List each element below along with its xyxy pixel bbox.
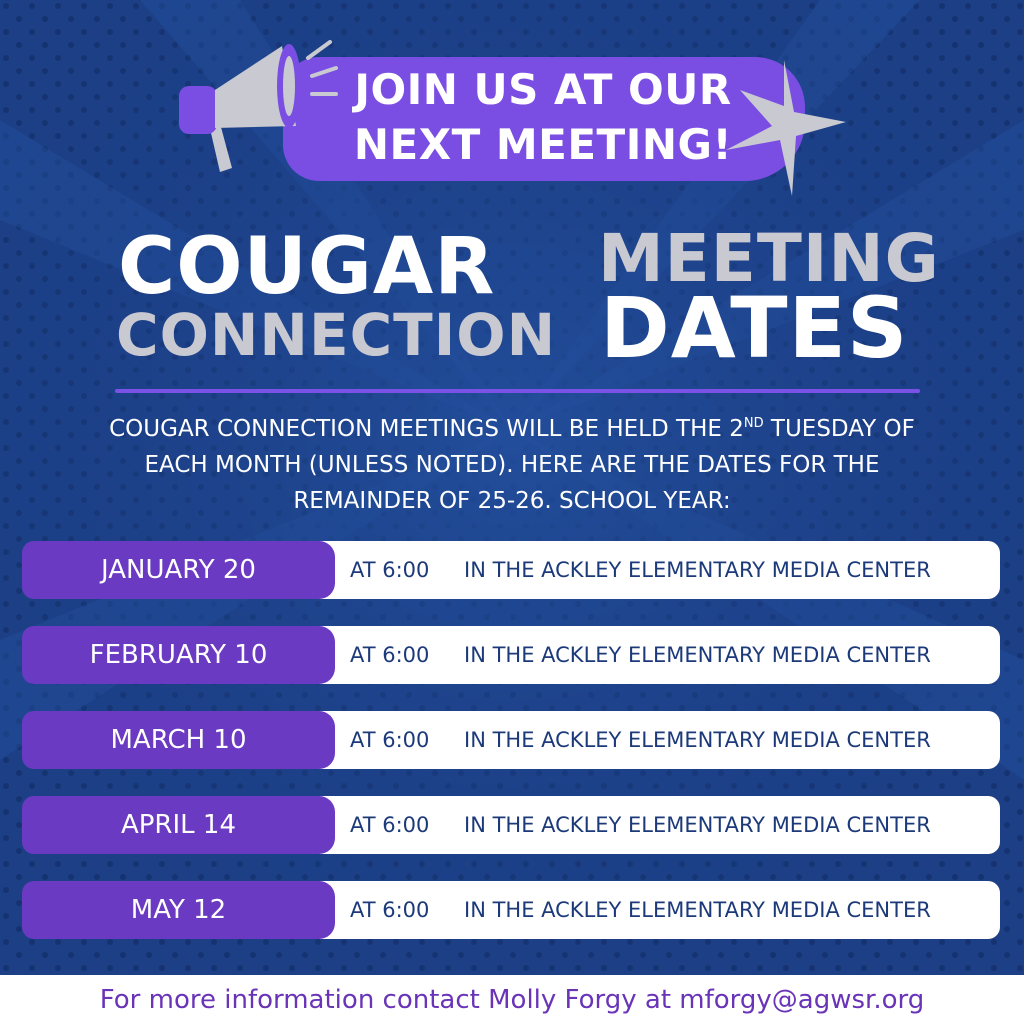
footer-bar <box>0 975 1024 1024</box>
meeting-date: FEBRUARY 10 <box>22 626 335 684</box>
intro-text-1: COUGAR CONNECTION MEETINGS WILL BE HELD THE 2 <box>109 416 744 442</box>
meeting-time: AT 6:00 <box>350 898 430 922</box>
title-divider <box>115 389 920 393</box>
meeting-date: MAY 12 <box>22 881 335 939</box>
meeting-row <box>22 711 1000 769</box>
intro-paragraph <box>20 411 1004 519</box>
megaphone-icon <box>170 28 340 178</box>
meeting-row <box>22 881 1000 939</box>
meeting-location: IN THE ACKLEY ELEMENTARY MEDIA CENTER <box>464 898 931 922</box>
meeting-location: IN THE ACKLEY ELEMENTARY MEDIA CENTER <box>464 643 931 667</box>
meeting-location: IN THE ACKLEY ELEMENTARY MEDIA CENTER <box>464 558 931 582</box>
meeting-date: APRIL 14 <box>22 796 335 854</box>
meeting-time: AT 6:00 <box>350 728 430 752</box>
banner-line-2: NEXT MEETING! <box>353 120 733 169</box>
contact-info: For more information contact Molly Forgy at mforgy@agwsr.org <box>99 985 925 1015</box>
meeting-time: AT 6:00 <box>350 558 430 582</box>
banner-line-1: JOIN US AT OUR <box>354 65 732 114</box>
meeting-location: IN THE ACKLEY ELEMENTARY MEDIA CENTER <box>464 813 931 837</box>
meeting-time: AT 6:00 <box>350 813 430 837</box>
meeting-row <box>22 796 1000 854</box>
intro-line-1 <box>20 411 1004 447</box>
title-connection: CONNECTION <box>116 301 557 369</box>
meeting-date: MARCH 10 <box>22 711 335 769</box>
intro-superscript: ND <box>743 416 764 431</box>
title-meeting: MEETING <box>598 220 940 297</box>
banner-text <box>338 62 748 172</box>
title-dates: DATES <box>600 279 909 377</box>
meeting-time: AT 6:00 <box>350 643 430 667</box>
meeting-date: JANUARY 20 <box>22 541 335 599</box>
meeting-row <box>22 626 1000 684</box>
intro-text-2: TUESDAY OF <box>763 416 915 442</box>
meeting-location: IN THE ACKLEY ELEMENTARY MEDIA CENTER <box>464 728 931 752</box>
intro-line-2: EACH MONTH (UNLESS NOTED). HERE ARE THE DATES FOR THE <box>144 452 880 478</box>
title-cougar: COUGAR <box>118 222 496 312</box>
intro-line-3: REMAINDER OF 25-26. SCHOOL YEAR: <box>293 488 731 514</box>
meeting-row <box>22 541 1000 599</box>
